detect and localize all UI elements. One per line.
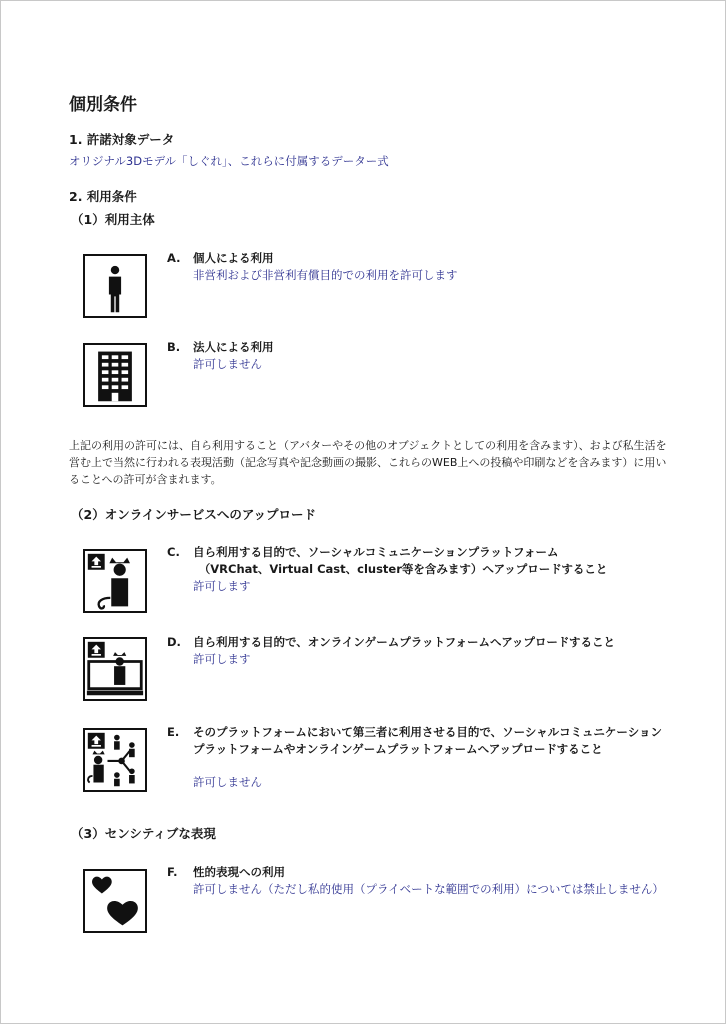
item-title: 個人による利用 bbox=[193, 251, 274, 265]
upload-share-icon bbox=[83, 728, 147, 792]
upload-game-icon bbox=[83, 637, 147, 701]
item-letter: E. bbox=[167, 725, 180, 739]
item-title: 性的表現への利用 bbox=[193, 865, 285, 879]
item-status: 非営利および非営利有償目的での利用を許可します bbox=[193, 268, 458, 282]
upload-avatar-icon bbox=[83, 549, 147, 613]
item-letter: B. bbox=[167, 340, 181, 354]
subsection-heading-3: （3）センシティブな表現 bbox=[71, 826, 216, 841]
subsection-heading-2: （2）オンラインサービスへのアップロード bbox=[71, 507, 316, 522]
section1-heading: 1. 許諾対象データ bbox=[69, 132, 175, 147]
item-status: 許可しません bbox=[193, 357, 262, 371]
item-letter: D. bbox=[167, 635, 181, 649]
item-status: 許可します bbox=[193, 579, 251, 593]
item-status: 許可します bbox=[193, 652, 251, 666]
item-status: 許可しません bbox=[193, 775, 262, 789]
item-letter: C. bbox=[167, 545, 180, 559]
hearts-icon bbox=[83, 869, 147, 933]
section1-text: オリジナル3Dモデル「しぐれ」、これらに付属するデーター式 bbox=[69, 154, 389, 168]
item-title: 自ら利用する目的で、ソーシャルコミュニケーションプラットフォーム （VRChat、Virtual Cast、cluster等を含みます）へアップロードすること bbox=[193, 545, 608, 576]
subsection-heading-1: （1）利用主体 bbox=[71, 212, 155, 227]
item-title: そのプラットフォームにおいて第三者に利用させる目的で、ソーシャルコミュニケーションプラットフォームやオンラインゲームプラットフォームへアップロードすること bbox=[193, 725, 662, 756]
section2-heading: 2. 利用条件 bbox=[69, 189, 137, 204]
building-icon bbox=[83, 343, 147, 407]
usage-paragraph: 上記の利用の許可には、自ら利用すること（アバターやその他のオブジェクトとしての利用を含みます）、および私生活を営む上で当然に行われる表現活動（記念写真や記念動画の撮影、これらのWEB上への投稿や印刷などを含みます）に用いることへの許可が含まれます。 bbox=[69, 439, 667, 486]
item-status: 許可しません（ただし私的使用（プライベートな範囲での利用）については禁止しません） bbox=[193, 882, 664, 896]
item-title: 自ら利用する目的で、オンラインゲームプラットフォームへアップロードすること bbox=[193, 635, 616, 649]
item-title: 法人による利用 bbox=[193, 340, 274, 354]
item-letter: A. bbox=[167, 251, 181, 265]
page-title: 個別条件 bbox=[69, 95, 137, 115]
item-letter: F. bbox=[167, 865, 178, 879]
person-icon bbox=[83, 254, 147, 318]
